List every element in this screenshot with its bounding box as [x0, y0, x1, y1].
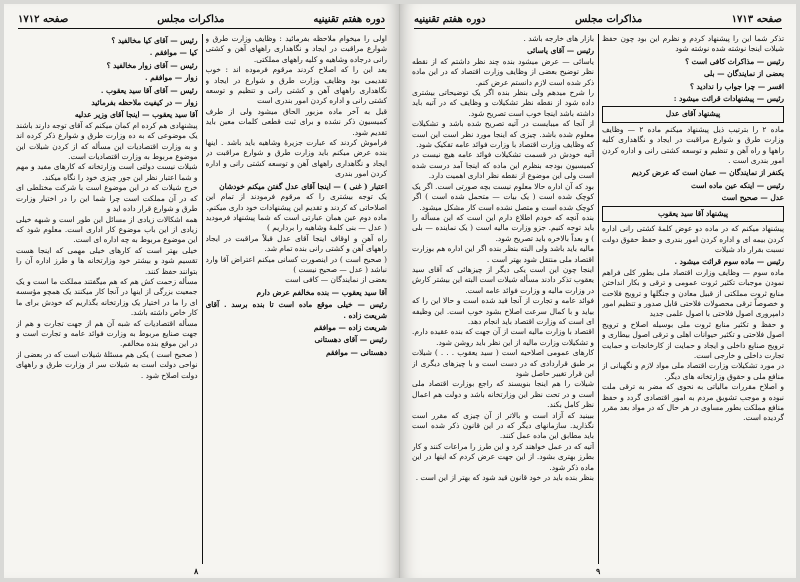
right-publication-title: مذاکرات مجلس [575, 13, 643, 25]
left-page-column-right [206, 34, 388, 564]
paragraph: مسأله اقتصادیات که شبه آن هم از جهت تجارت و هم از جهت صنایع مربوط به وزارت فوائد عامه و تجارت است و در این موقع بنده مخالفم. [16, 318, 198, 349]
left-page-column-divider [202, 34, 203, 564]
paragraph: اقتصاد با وزارت مالیه است از آن جهت که بنده عقیده دارم. و تشکیلات وزارت مالیه از این نظر باید روشن شود. [412, 327, 594, 347]
speaker-line: دهستانی — موافقم [325, 347, 387, 357]
speaker-line: رئیس — آقای یاسائی [527, 46, 594, 56]
right-page [400, 4, 796, 578]
speaker-line: افسر — چرا جواب را ندادید ؟ [690, 81, 784, 91]
speaker-line: رئیس — آقای دهستانی [314, 335, 387, 345]
paragraph: و اصلاح مقررات مالیاتی به نحوی که مضر به ترقی ملت نبوده و موجب تشویق مردم به امور اقتصادی گردد و حفظ منافع مملکت بطور مساوی در هر حال که در مواد بعد مقرر گردیده است. [602, 382, 784, 423]
left-page [4, 4, 400, 578]
proposal-heading: پیشنهاد آقا سید یعقوب [602, 206, 784, 222]
paragraph: شیلات را هم اینجا بنویسند که راجع بوزارت اقتصاد ملی است و در تحت نظر این وزارتخانه باشد و دولت هم اعمال نظر کامل بکند. [412, 379, 594, 410]
paragraph: از آنجا که میبایست در آتیه تصریح شده باشد و تشکیلات معلوم شده باشد. چیزی که اینجا مورد نظر است این است که وظایف وزارت اقتصاد با وزارت فوائد عامه تفکیک شود. [412, 119, 594, 150]
paragraph: یک توجه بیشتری را که مرقوم فرمودند از تمام این اصلاحاتی که کردند و تقدیم این پیشنهادات خود داری میکنم. [205, 192, 387, 212]
paragraph: یاسائی — عرض میشود بنده چند نظر داشتم که از نقطه نظر توضیح بعضی از وظایف وزارت اقتصاد که در این ماده ذکر شده است لازم دانستم عرض کنم. [412, 56, 594, 87]
paragraph: اولی را میخوام ملاحظه بفرمائید : وظایف وزارت طرق و شوارع مراقبت در ایجاد و نگاهداری راههای آهن و کشتی رانی درجاده وشاهیه و کلیه راههای مملکتی. [205, 34, 387, 64]
speaker-line: بعضی از نمایندگان — بلی [703, 69, 784, 79]
paragraph: آتیه که در عمل خواهند کرد و این طرز را مراعات کنند و کار بطرز بهتری بشود. از این جهت عرض کردم که اینها در این ماده ذکر شود. [412, 441, 594, 472]
paragraph: اینجا چون این است یکی دیگر از چیزهائی که آقای سید یعقوب تذکر دادند مسأله شیلات است البته این بیشتر کارش در وزارت مالیه و وزارت فوائد عامه است. [412, 264, 594, 295]
paragraph: فوائد عامه و تجارت از آنجا قید شده است و حالا این را که بیاید و با کمال سرعت اصلاح بشود خوب است. این وظیفه ای است که وزارت اقتصاد باید انجام دهد. [412, 296, 594, 326]
speaker-line: رئیس — خیلی موقع ماده است تا بنده برسد . آقای شریعت زاده . [205, 300, 387, 320]
paragraph: خرج شیلات که در این موضوع است با شرکت مختلطی ای که در آن مملکت است چرا شما این را در اختیار وزارت طرق و شوارع قرار داده اید و [16, 183, 198, 214]
left-page-number-label: صفحه ۱۷۱۲ [18, 13, 69, 25]
paragraph: تذکر شما این را پیشنهاد کردم و نظرم این بود چون حفظ شیلات اینجا نوشته شده نوشته شود [602, 34, 784, 54]
right-page-column-left [412, 34, 594, 564]
speaker-line: شریعت زاده — موافقم [313, 322, 387, 332]
left-page-bottom-number: ۸ [194, 566, 199, 576]
paragraph: قبل به آخر ماده مزبور الحاق میشود ولی از طرف کمیسیون ذکر نشده و برای ثبت قطعی کلمات معین باید تقدیم شود. [205, 106, 387, 137]
paragraph: و حفظ و تکثیر منابع ثروت ملی بوسیله اصلاح و ترویج اصول فلاحتی و تکثیر حیوانات اهلی و ترقی اصول بیطاری و ترویج صنایع داخلی و ایجاد و حمایت از کارخانجات و حمایت تجارت داخلی و خارجی است. [602, 319, 784, 360]
right-page-column-divider [598, 34, 599, 564]
right-session-title: دوره هفتم تقنینیه [414, 13, 486, 25]
paragraph: بعضی از نمایندگان — کافی است [285, 275, 387, 285]
speaker-line: رئیس — ماده سوم قرائت میشود . [674, 257, 784, 267]
book-spread [4, 4, 796, 578]
speaker-line: آقا سید یعقوب — اینجا آقای وزیر عدلیه [74, 110, 198, 120]
paragraph: ماده دوم عین همان عبارتی است که شما پیشنهاد فرمودید ( عدل — بنی کلمهٔ وشاهیه را برداریم ) [205, 212, 387, 233]
paragraph: ( صحیح است ) یکی هم مسئلهٔ شیلات است که در بعضی از نواحی دولت است به شیلات سر از وزارت طرق و راههای دولت اصلاح شود . [16, 349, 198, 380]
speaker-line: اعتبار ( غنی ) — اینجا آقای عدل گفتن میکنم خودشان [219, 181, 387, 191]
left-session-title: دوره هفتم تقنینیه [313, 13, 385, 25]
left-page-column-left [16, 34, 198, 564]
paragraph: پیشنهاد میکنم که در ماده دو عوض کلمهٔ کشتی رانی اداره کردن بیمه ای و اداره کردن امور بندری و حفظ حقوق دولت نسبت بقرار داد شیلات [602, 224, 784, 254]
paragraph: پیشنهادی هم کرده ام کمان میکنم که آقای توجه دارند باشند یک موضوعی که به ده وزارت طرق و شوارع ذکر کرده اند و به وزارت اقتصادیات این مسأله که از کردن شیلات این موضوع مربوط به وزارت اقتصادیات است. [16, 120, 198, 162]
paragraph: بازار های خارجه باشد . [523, 34, 594, 43]
speaker-line: زوار — موافقم . [145, 73, 198, 83]
speaker-line: آقا سید یعقوب — بنده مخالفم عرض دارم [256, 287, 387, 297]
speaker-line: رئیس — اینکه عین ماده است [690, 180, 784, 190]
paragraph: شیلات نیست دولتی است وزارتخانه که کارهای مفید و مهم و شما اعتبار نظر این جور چیزی خود را نگاه میکند. [16, 162, 198, 182]
speaker-line: زوار — در کیفیت ملاحظه بفرمائید [91, 98, 198, 108]
right-page-header [414, 10, 782, 29]
paragraph: بود که آن اداره حالا معلوم نیست بچه صورتی است. اگر یک کوچک شده است ( یک بیات — متحمل شده است ) اگر کوچک شده است و متصل نشده است کار مشکل میشود. [412, 181, 594, 212]
paragraph: بنده آنچه که خودم اطلاع دارم این است که این مسأله را باید توجه کنیم. جزو وزارت مالیه است ( یک نماینده — بلی ) و بعداً بالاخره باید تصریح شود. [412, 212, 594, 243]
paragraph: در مورد تشکیلات وزارت اقتصاد ملی مواد لازم و نگهبانی از منافع ملی و حقوق وزارتخانه های دیگر. [602, 361, 784, 381]
paragraph: راه آهن و اوقاف اینجا آقای عدل قبلاً مراقبت در ایجاد راههای آهن و کشتی رانی بنده تمام شد. [205, 233, 387, 254]
speaker-line: کیا — موافقم . [149, 48, 198, 58]
left-publication-title: مذاکرات مجلس [157, 13, 225, 25]
paragraph: آتیه خودش در قسمت تشکیلات فوائد عامه هیچ نیست در کمیسیون بودجه بنظرم این ماده که اینجا آمد درست شده است ولی این موضوع از نقطه نظر اداری اهمیت دارد. [412, 150, 594, 181]
speaker-line: عدل — صحیح است [721, 193, 784, 203]
paragraph: همه اشکالات زیادی از مسائل این طور است و شبهه خیلی زیادی از این باب موضوع کار اداری است. معلوم شود که این موضوع مربوط به چه اداره ای است. [16, 214, 198, 245]
speaker-line: رئیس — آقای زوار مخالفید ؟ [106, 60, 198, 70]
speaker-line: رئیس — آقای کیا مخالفید ؟ [111, 36, 198, 45]
paragraph: ماده ۲ را بترتیب ذیل پیشنهاد میکنم ماده ۲ — وظایف وزارت طرق و شوارع مراقبت در ایجاد و نگاهداری کلیه راهها و راه آهن و تنظیم و توسعه کشتی رانی و اداره کردن امور بندری است . [602, 124, 784, 166]
paragraph: ماده سوم — وظایف وزارت اقتصاد ملی بطور کلی فراهم نمودن موجبات تکثیر ثروت عمومی و ترقی و بکار انداختن منابع ثروت مملکتی از قبیل معادن و جنگلها و ترویج فلاحت و خصوصاً ترقی محصولات فلاحتی قابل صدور و تنظیم امور دامپروری اصول فلاحتی با اصول علمی جدید [602, 267, 784, 319]
right-page-column-right [602, 34, 784, 564]
paragraph: کارهای عمومی اصلاحیه است ( سید یعقوب . . . ) شیلات بر طبق قراردادی که در دست است و با چیزهای دیگری از این قرار تغییر حاصل شود [412, 348, 594, 378]
paragraph: خیلی بهتر است که کارهای خیلی مهمی که اینجا هست تقسیم شود و بیشتر خود وزارتخانه ها و طرز اداره آن را بتوانند حفظ کنند. [16, 245, 198, 276]
speaker-line: یکنفر از نمایندگان — عمان است که عرض کردیم [631, 168, 784, 178]
left-page-header [18, 10, 385, 29]
speaker-line: رئیس — پیشنهادات قرائت میشود : [673, 94, 784, 104]
paragraph: بعد این را که اصلاح کردند مرقوم فرموده اند : خوب تقدیمی بود وظایف وزارت طرق و شوارع در ایجاد و نگاهداری راههای آهن و کشتی رانی و تنظیم و توسعه کشتی رانی و اداره کردن امور بندری است [205, 65, 387, 106]
paragraph: بنظر بنده باید در خود قانون قید شود که بهتر از این است . [415, 473, 594, 483]
paragraph: را شرح میدهم ولی بنظر بنده اگر یک توضیحاتی بیشتری داده شود از نقطه نظر تشکیلات و وظایف که در آتیه باید داشته باشد اینجا خوب است تصریح شود. [412, 88, 594, 118]
right-page-number-label: صفحه ۱۷۱۳ [731, 13, 782, 25]
right-page-bottom-number: ۹ [596, 566, 601, 576]
speaker-line: رئیس — مذاکرات کافی است ؟ [685, 56, 784, 66]
paragraph: مالیه باید باشد ولی البته بنظر بنده اگر این اداره هم بوزارت اقتصاد ملی منتقل شود بهتر است . [412, 244, 594, 264]
proposal-heading: پیشنهاد آقای عدل [602, 106, 784, 122]
paragraph: فراموش کردند که عبارت جزیرهٔ وشاهیه باید باشد . اینها بنده عرض میکنم باید وزارت طرق و شوارع مراقبت در ایجاد و نگاهداری راههای آهن و توسعه کشتی رانی و اداره کردن امور بندری [205, 138, 387, 179]
paragraph: مسأله زحمت کش هم که هم میگفتند مملکت ما است و یک جمعیت بزرگی از اینها در آنجا کار میکنند یک همچو مؤسسه ای را ما در اختیار یک وزارتخانه بگذاریم که خودش برای ما کار خاص داشته باشد. [16, 276, 198, 318]
paragraph: ببینید که آزاد است و بالاتر از آن چیزی که مقرر است نگذارید. سازمانهای دیگر که در این قانون ذکر شده است باید مطابق این ماده عمل کنند. [412, 410, 594, 441]
speaker-line: رئیس — آقای آقا سید یعقوب . [100, 85, 198, 95]
paragraph: ( صحیح است ) در اینصورت کسانی میکنم اعتراض آقا وارد نباشد ( عدل — صحیح نیست ) [205, 254, 387, 274]
